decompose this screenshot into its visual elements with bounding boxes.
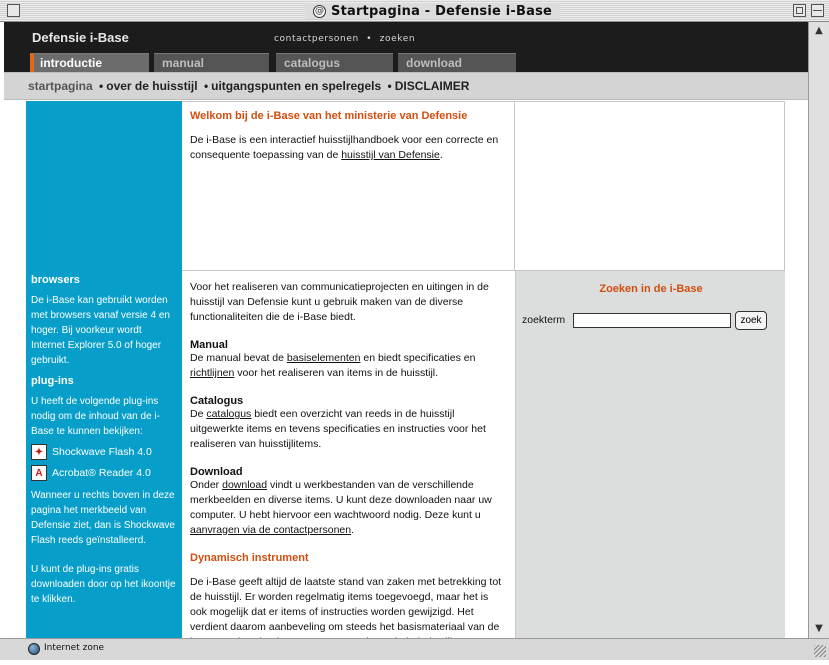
globe-icon	[28, 643, 40, 655]
window-titlebar	[0, 0, 829, 22]
search-input[interactable]	[573, 313, 731, 328]
scroll-down-arrow-icon[interactable]: ▼	[815, 623, 823, 634]
vertical-scrollbar[interactable]	[808, 22, 829, 638]
plugin-shockwave[interactable]	[31, 444, 178, 460]
subnav-over-de-huisstijl[interactable]: over de huisstijl	[106, 79, 198, 93]
tab-manual[interactable]: manual	[154, 53, 269, 72]
subnav-bullet: •	[387, 79, 392, 93]
flash-note-text: Wanneer u rechts boven in deze pagina het merkbeeld van Defensie ziet, dan is Shockwave Flash reeds geïnstalleerd.	[31, 490, 175, 546]
tab-download[interactable]: download	[398, 53, 516, 72]
sub-navigation	[4, 72, 808, 100]
download-heading: Download	[190, 466, 243, 478]
welcome-title: Welkom bij de i-Base van het ministerie van Defensie	[190, 110, 468, 122]
welcome-text: De i-Base is een interactief huisstijlhandboek voor een correcte en consequente toepassing van de huisstijl van Defensie.	[190, 134, 499, 161]
link-huisstijl[interactable]: huisstijl van Defensie	[341, 149, 440, 161]
search-label: zoekterm	[522, 314, 566, 326]
link-download[interactable]: download	[222, 479, 268, 491]
resize-grip-icon[interactable]	[814, 645, 826, 657]
link-basiselementen[interactable]: basiselementen	[286, 352, 361, 364]
site-brand[interactable]: Defensie i-Base	[32, 30, 129, 45]
plugin-acrobat-label[interactable]: Acrobat® Reader 4.0	[52, 467, 151, 479]
status-bar	[0, 638, 829, 660]
search-panel	[515, 270, 785, 638]
dynamic-heading: Dynamisch instrument	[190, 552, 309, 564]
browsers-text: De i-Base kan gebruikt worden met browsers vanaf versie 4 en hoger. Bij voorkeur wordt Internet Explorer 5.0 of hoger gebruikt.	[31, 295, 170, 366]
search-title: Zoeken in de i-Base	[599, 283, 703, 295]
plugin-download-text: U kunt de plug-ins gratis downloaden door op het ikoontje te klikken.	[31, 564, 176, 605]
close-window-button[interactable]	[7, 4, 20, 17]
plugin-acrobat[interactable]	[31, 465, 178, 481]
subnav-bullet: •	[99, 79, 104, 93]
catalogus-text: De catalogus biedt een overzicht van reeds in de huisstijl uitgewerkte items en tevens specificaties en instructies voor het realiseren van huisstijlitems.	[190, 408, 486, 450]
subnav-uitgangspunten[interactable]: uitgangspunten en spelregels	[211, 79, 382, 93]
at-sign-icon: @	[315, 5, 324, 16]
tab-introductie[interactable]: introductie	[30, 53, 149, 72]
site-header	[4, 22, 808, 72]
shockwave-icon[interactable]: ✦	[31, 444, 47, 460]
link-contactpersonen[interactable]: contactpersonen	[274, 34, 359, 44]
plugins-text: U heeft de volgende plug-ins nodig om de inhoud van de i-Base te kunnen bekijken:	[31, 396, 160, 437]
link-zoeken[interactable]: zoeken	[379, 34, 416, 44]
plugins-heading: plug-ins	[31, 375, 74, 387]
download-text: Onder download vindt u werkbestanden van de verschillende merkbeelden en diverse items. U kunt deze downloaden naar uw computer. U hebt hiervoor een wachtwoord nodig. Deze kunt u aanvragen via de contactpersonen.	[190, 479, 492, 536]
plugin-shockwave-label[interactable]: Shockwave Flash 4.0	[52, 446, 152, 458]
dynamic-text: De i-Base geeft altijd de laatste stand van zaken met betrekking tot de huisstijl. Er worden regelmatig items toegevoegd, maar het is ook mogelijk dat er items of instructies worden gewijzigd. Het verdient daarom aanbeveling om steeds het basismateriaal van de	[190, 576, 502, 633]
link-separator: •	[366, 34, 373, 44]
top-links	[274, 34, 415, 44]
intro-text: Voor het realiseren van communicatieprojecten en uitingen in de huisstijl van Defensie kunt u gebruik maken van de diverse functionaliteiten die de i-Base biedt.	[190, 281, 489, 323]
tab-catalogus[interactable]: catalogus	[276, 53, 393, 72]
scroll-up-arrow-icon[interactable]: ▲	[815, 25, 823, 36]
zoom-window-button[interactable]	[793, 4, 806, 17]
link-richtlijnen[interactable]: richtlijnen	[190, 367, 235, 379]
link-aanvragen-contactpersonen[interactable]: aanvragen via de contactpersonen	[190, 524, 352, 536]
collapse-window-button[interactable]	[811, 4, 824, 17]
search-button[interactable]: zoek	[735, 311, 767, 330]
acrobat-icon[interactable]: A	[31, 465, 47, 481]
window-title: Startpagina - Defensie i-Base	[331, 3, 553, 19]
sidebar-top-block	[26, 101, 182, 270]
flash-logo-area	[515, 101, 785, 270]
manual-text: De manual bevat de basiselementen en biedt specificaties en richtlijnen voor het realiseren van items in de huisstijl.	[190, 352, 476, 379]
subnav-disclaimer[interactable]: DISCLAIMER	[394, 79, 470, 93]
welcome-panel	[182, 101, 515, 270]
subnav-startpagina[interactable]: startpagina	[28, 79, 93, 93]
browsers-heading: browsers	[31, 274, 80, 286]
main-content	[182, 270, 515, 638]
status-zone-text: Internet zone	[44, 643, 105, 653]
subnav-bullet: •	[203, 79, 209, 93]
link-catalogus[interactable]: catalogus	[206, 408, 252, 420]
window-title-group	[305, 3, 560, 19]
catalogus-heading: Catalogus	[190, 395, 244, 407]
manual-heading: Manual	[190, 339, 228, 351]
info-sidebar	[26, 270, 182, 638]
